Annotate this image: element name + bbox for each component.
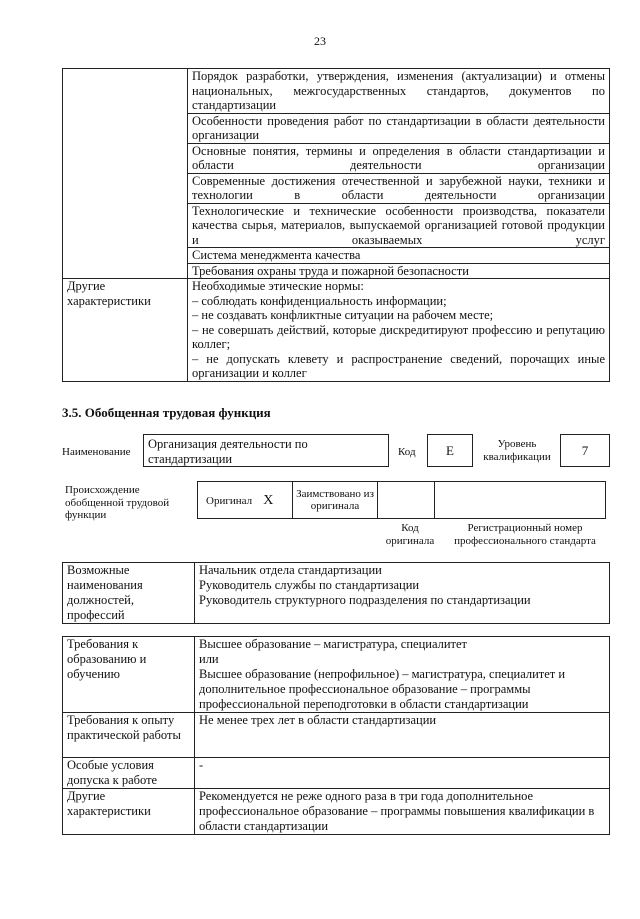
table-cell-empty: [63, 69, 188, 279]
table-cell: Рекомендуется не реже одного раза в три года дополнительное профессиональное образование – программы повышения квалификации в области стандартизации: [195, 789, 610, 835]
table-row: [198, 482, 606, 519]
row-label: Особые условия допуска к работе: [63, 758, 195, 789]
list-item: Начальник отдела стандартизации: [199, 563, 382, 577]
table-cell: Основные понятия, термины и определения в области стандартизации и области деятельности организации: [188, 143, 610, 173]
section-heading: 3.5. Обобщенная трудовая функция: [62, 405, 271, 420]
row-label: Возможные наименования должностей, профессий: [63, 563, 195, 624]
table-cell: -: [195, 758, 610, 789]
table-cell: [188, 279, 610, 382]
list-item: или: [199, 652, 219, 666]
row-label: Другие характеристики: [63, 789, 195, 835]
knowledge-table: [62, 68, 610, 382]
requirements-table: [62, 636, 610, 835]
list-item: – не создавать конфликтные ситуации на рабочем месте;: [192, 308, 494, 322]
original-code-cell: [378, 482, 435, 519]
list-item: – не допускать клевету и распространение сведений, порочащих иные организации и коллег: [192, 351, 605, 380]
origin-label: Происхождение обобщенной трудовой функции: [65, 484, 170, 521]
original-mark: X: [263, 493, 274, 508]
table-row: [63, 637, 610, 713]
original-cell: [198, 482, 293, 519]
list-item: Высшее образование (непрофильное) – магистратура, специалитет и дополнительное профессиональное образование – программы профессиональной переподготовки в области стандартизации: [199, 667, 566, 711]
table-row: [63, 713, 610, 758]
reg-caption: Регистрационный номер профессионального стандарта: [454, 522, 596, 547]
page-number: 23: [314, 34, 326, 48]
table-cell: Технологические и технические особенности производства, показатели качества сырья, материалов, выпускаемой организацией готовой продукции и оказываемых услуг: [188, 203, 610, 248]
table-cell: [195, 637, 610, 713]
table-row: [63, 279, 610, 382]
list-item: Высшее образование – магистратура, специалитет: [199, 637, 468, 651]
table-cell: Система менеджмента качества: [188, 248, 610, 264]
row-label: Требования к образованию и обучению: [63, 637, 195, 713]
level-value: 7: [560, 434, 610, 467]
list-item: – соблюдать конфиденциальность информации;: [192, 293, 447, 308]
table-cell: [195, 563, 610, 624]
original-label: Оригинал: [206, 495, 253, 507]
table-cell: Не менее трех лет в области стандартизации: [195, 713, 610, 758]
list-item: – не совершать действий, которые дискредитируют профессию и репутацию коллег;: [192, 322, 605, 351]
code-caption: Код оригинала: [385, 522, 435, 547]
registration-number-cell: [435, 482, 606, 519]
table-cell: Требования охраны труда и пожарной безопасности: [188, 263, 610, 279]
table-cell: Особенности проведения работ по стандартизации в области деятельности организации: [188, 113, 610, 143]
list-item: Руководитель структурного подразделения по стандартизации: [199, 593, 531, 607]
table-row: [63, 69, 610, 114]
code-value: E: [427, 434, 473, 467]
table-cell: Порядок разработки, утверждения, изменения (актуализации) и отмены национальных, межгосударственных стандартов, документов по стандартизации: [188, 69, 610, 114]
positions-table: [62, 562, 610, 624]
code-label: Код: [398, 446, 416, 458]
origin-table: [197, 481, 606, 519]
table-row: [63, 563, 610, 624]
name-label: Наименование: [62, 446, 131, 458]
row-label: Требования к опыту практической работы: [63, 713, 195, 758]
level-label: Уровень квалификации: [483, 438, 551, 463]
table-row: [63, 789, 610, 835]
name-value: Организация деятельности по стандартизации: [143, 434, 389, 467]
table-cell: Современные достижения отечественной и зарубежной науки, техники и технологии в области деятельности организации: [188, 173, 610, 203]
table-row: [63, 758, 610, 789]
list-item: Руководитель службы по стандартизации: [199, 578, 420, 592]
row-label: Другие характеристики: [63, 279, 188, 382]
list-item: Необходимые этические нормы:: [192, 279, 364, 293]
borrowed-label: Заимствовано из оригинала: [293, 482, 378, 519]
